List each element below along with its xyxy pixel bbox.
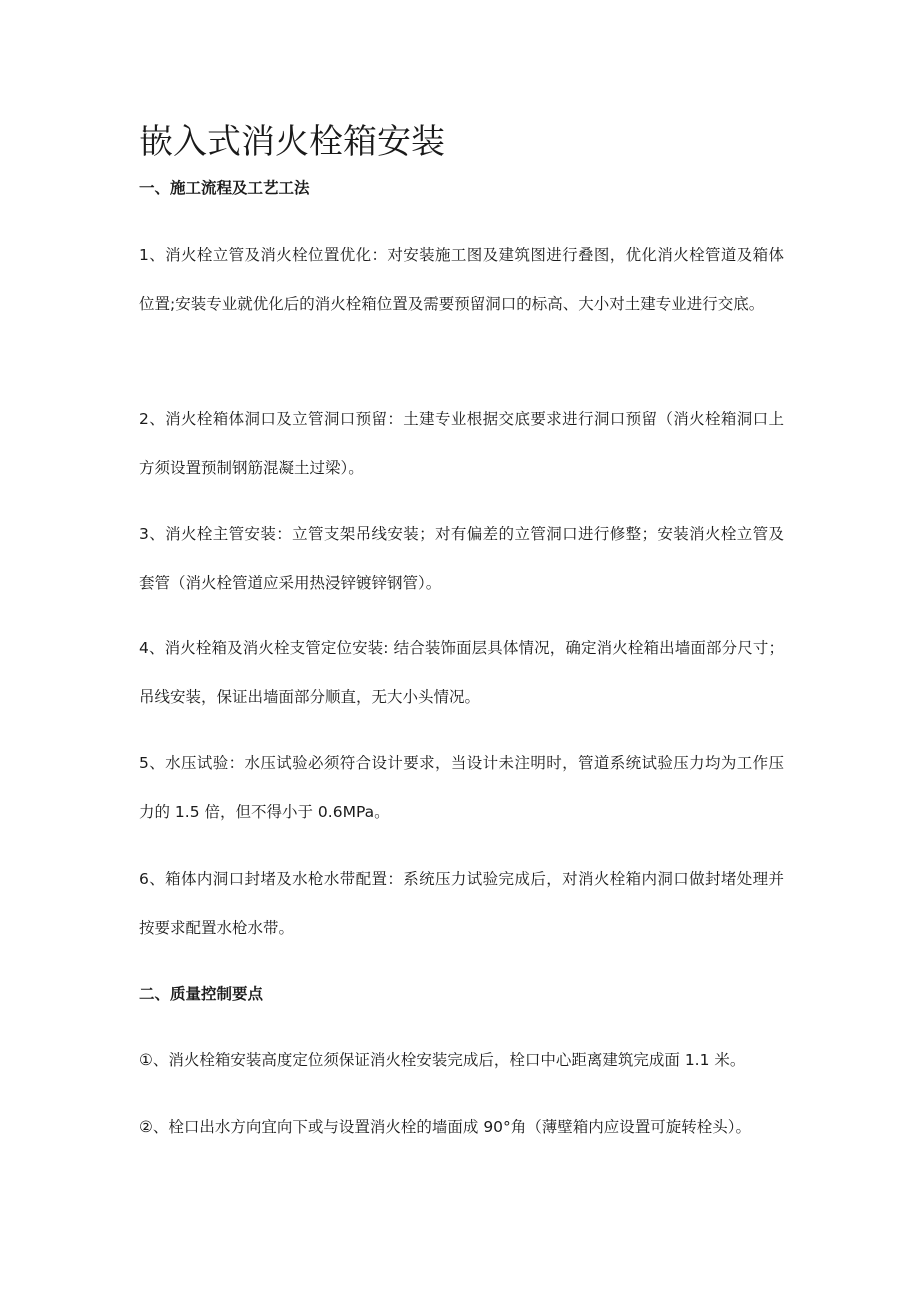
section-heading-quality-control: 二、质量控制要点 [139, 985, 264, 1003]
process-item-6: 6、箱体内洞口封堵及水枪水带配置：系统压力试验完成后，对消火栓箱内洞口做封堵处理并按要求配置水枪水带。 [139, 870, 784, 937]
process-item-2: 2、消火栓箱体洞口及立管洞口预留：土建专业根据交底要求进行洞口预留（消火栓箱洞口上方须设置预制钢筋混凝土过梁）。 [139, 410, 784, 477]
process-item-5: 5、水压试验：水压试验必须符合设计要求，当设计未注明时，管道系统试验压力均为工作压力的 1.5 倍，但不得小于 0.6MPa。 [139, 754, 784, 821]
section-heading-construction-process: 一、施工流程及工艺工法 [139, 179, 310, 197]
quality-item-1: ①、消火栓箱安装高度定位须保证消火栓安装完成后，栓口中心距离建筑完成面 1.1 米。 [139, 1051, 746, 1069]
process-item-4: 4、消火栓箱及消火栓支管定位安装: 结合装饰面层具体情况，确定消火栓箱出墙面部分尺寸；吊线安装，保证出墙面部分顺直，无大小头情况。 [139, 639, 784, 706]
process-item-3: 3、消火栓主管安装：立管支架吊线安装；对有偏差的立管洞口进行修整；安装消火栓立管及套管（消火栓管道应采用热浸锌镀锌钢管）。 [139, 525, 784, 592]
quality-item-2: ②、栓口出水方向宜向下或与设置消火栓的墙面成 90°角（薄壁箱内应设置可旋转栓头）。 [139, 1118, 752, 1136]
process-item-1: 1、消火栓立管及消火栓位置优化：对安装施工图及建筑图进行叠图，优化消火栓管道及箱体位置;安装专业就优化后的消火栓箱位置及需要预留洞口的标高、大小对土建专业进行交底。 [139, 246, 784, 313]
document-title: 嵌入式消火栓箱安装 [139, 122, 445, 162]
